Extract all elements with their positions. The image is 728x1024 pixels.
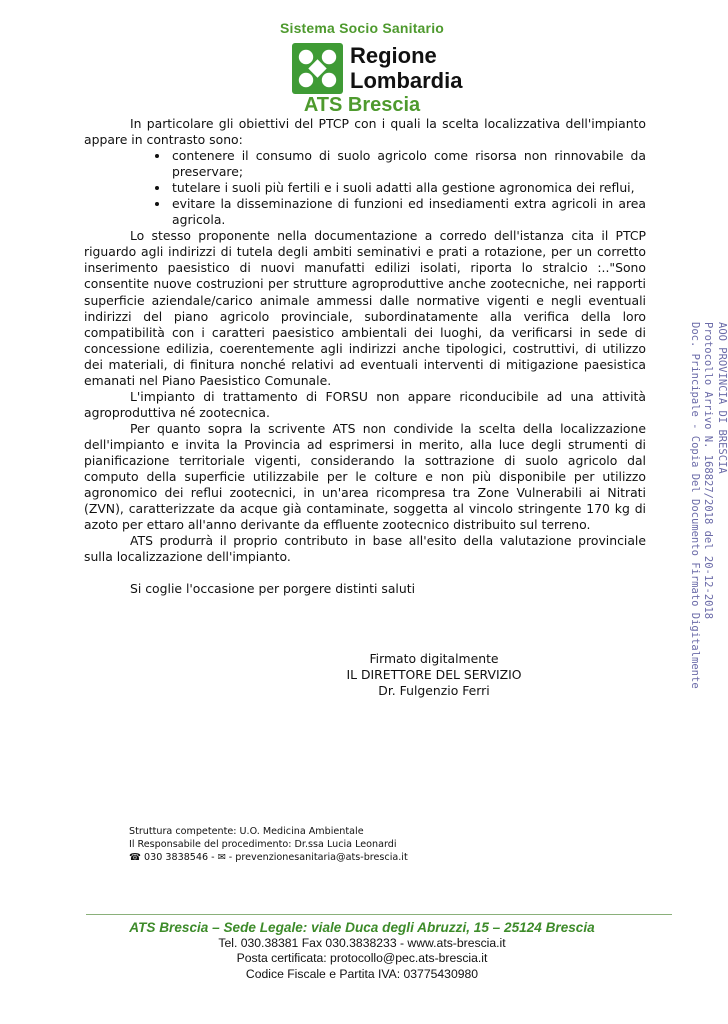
- region-line-1: Regione: [350, 43, 437, 68]
- signature-role: IL DIRETTORE DEL SERVIZIO: [346, 667, 522, 682]
- region-logo-mark-icon: [292, 43, 343, 94]
- paragraph-intro: In particolare gli obiettivi del PTCP con i quali la scelta localizzativa dell'impianto appare in contrasto sono:: [84, 116, 646, 148]
- phone-icon: ☎: [129, 852, 141, 863]
- list-item: • tutelare i suoli più fertili e i suoli adatti alla gestione agronomica dei reflui,: [170, 180, 646, 196]
- responsible-line: Il Responsabile del procedimento: Dr.ssa Lucia Leonardi: [129, 839, 397, 850]
- objectives-list: [84, 148, 646, 228]
- signature-block: [334, 651, 534, 699]
- region-line-2: Lombardia: [350, 68, 463, 93]
- protocol-stamp: [688, 322, 728, 702]
- envelope-icon: ✉: [217, 852, 226, 863]
- footer-contacts: Tel. 030.38381 Fax 030.3838233 - www.ats-brescia.it: [218, 936, 506, 950]
- footer-tax-code: Codice Fiscale e Partita IVA: 03775430980: [245, 966, 479, 981]
- greeting: Si coglie l'occasione per porgere distinti saluti: [130, 581, 416, 597]
- list-item: • contenere il consumo di suolo agricolo come risorsa non rinnovabile da preservare;: [170, 148, 646, 180]
- paragraph-conclusion: Per quanto sopra la scrivente ATS non condivide la scelta della localizzazione dell'impianto e invita la Provincia ad esprimersi in merito, alla luce degli strumenti di pianificazione territoriale vigenti, considerando la sottrazione di suolo agricolo dal computo della superficie utilizzabile per le colture e non più disponibile per utilizzo agronomico dei reflui zootecnici, in un'area ricompresa tra Zone Vulnerabili ai Nitrati (ZVN), caratterizzate da acque già contaminate, soggetta al vincolo stringente 170 kg di azoto per ettaro all'anno derivante da effluente zootecnico distribuito sul terreno.: [84, 420, 646, 533]
- footer-divider: [86, 914, 672, 915]
- phone-number: 030 3838546 -: [144, 852, 215, 863]
- contact-email: - prevenzionesanitaria@ats-brescia.it: [228, 852, 408, 863]
- list-item: • evitare la disseminazione di funzioni ed insediamenti extra agricoli in area agricola.: [170, 196, 646, 228]
- ats-title: ATS Brescia: [303, 94, 421, 116]
- footer-pec: Posta certificata: protocollo@pec.ats-brescia.it: [236, 951, 488, 966]
- contact-line: [129, 851, 408, 864]
- signature-note: Firmato digitalmente: [369, 651, 499, 666]
- signature-name: Dr. Fulgenzio Ferri: [378, 683, 490, 698]
- system-title: Sistema Socio Sanitario: [279, 20, 445, 36]
- paragraph-forsu: L'impianto di trattamento di FORSU non appare riconducibile ad una attività agroproduttiva né zootecnica.: [84, 388, 646, 420]
- stamp-line: AOO PROVINCIA DI BRESCIA: [716, 322, 728, 474]
- letter-body: [84, 116, 646, 597]
- region-name: [350, 43, 462, 93]
- stamp-line: Doc. Principale - Copia Del Documento Firmato Digitalmente: [689, 322, 701, 689]
- paragraph-proponent: Lo stesso proponente nella documentazione a corredo dell'istanza cita il PTCP riguardo agli indirizzi di tutela degli ambiti seminativi e prati a rotazione, per un corretto inserimento paesistico di nuovi manufatti edilizi isolati, riporta lo stralcio :.."Sono consentite nuove costruzioni per strutture agroproduttive anche zootecniche, nei rapporti superficie aziendale/carico animale ammessi dalle normative vigenti e negli eventuali indirizzi del piano agricolo provinciale, subordinatamente alla verifica della loro compatibilità con i caratteri paesistico ambientali dei luoghi, da verificarsi in sede di concessione edilizia, coerentemente agli indirizzi anche tipologici, costruttivi, di utilizzo dei materiali, di finitura nonché relativi ad eventuali interventi di mitigazione paesistica emanati nel Piano Paesistico Comunale.: [84, 228, 646, 388]
- structure-line: Struttura competente: U.O. Medicina Ambientale: [129, 826, 364, 837]
- competent-structure: [129, 825, 408, 864]
- paragraph-contribution: ATS produrrà il proprio contributo in base all'esito della valutazione provinciale sulla localizzazione dell'impianto.: [84, 533, 646, 565]
- stamp-line: Protocollo Arrivo N. 168827/2018 del 20-12-2018: [702, 322, 715, 620]
- footer-headquarters: ATS Brescia – Sede Legale: viale Duca degli Abruzzi, 15 – 25124 Brescia: [129, 920, 595, 935]
- footer: [0, 919, 724, 982]
- region-logo: [292, 43, 482, 95]
